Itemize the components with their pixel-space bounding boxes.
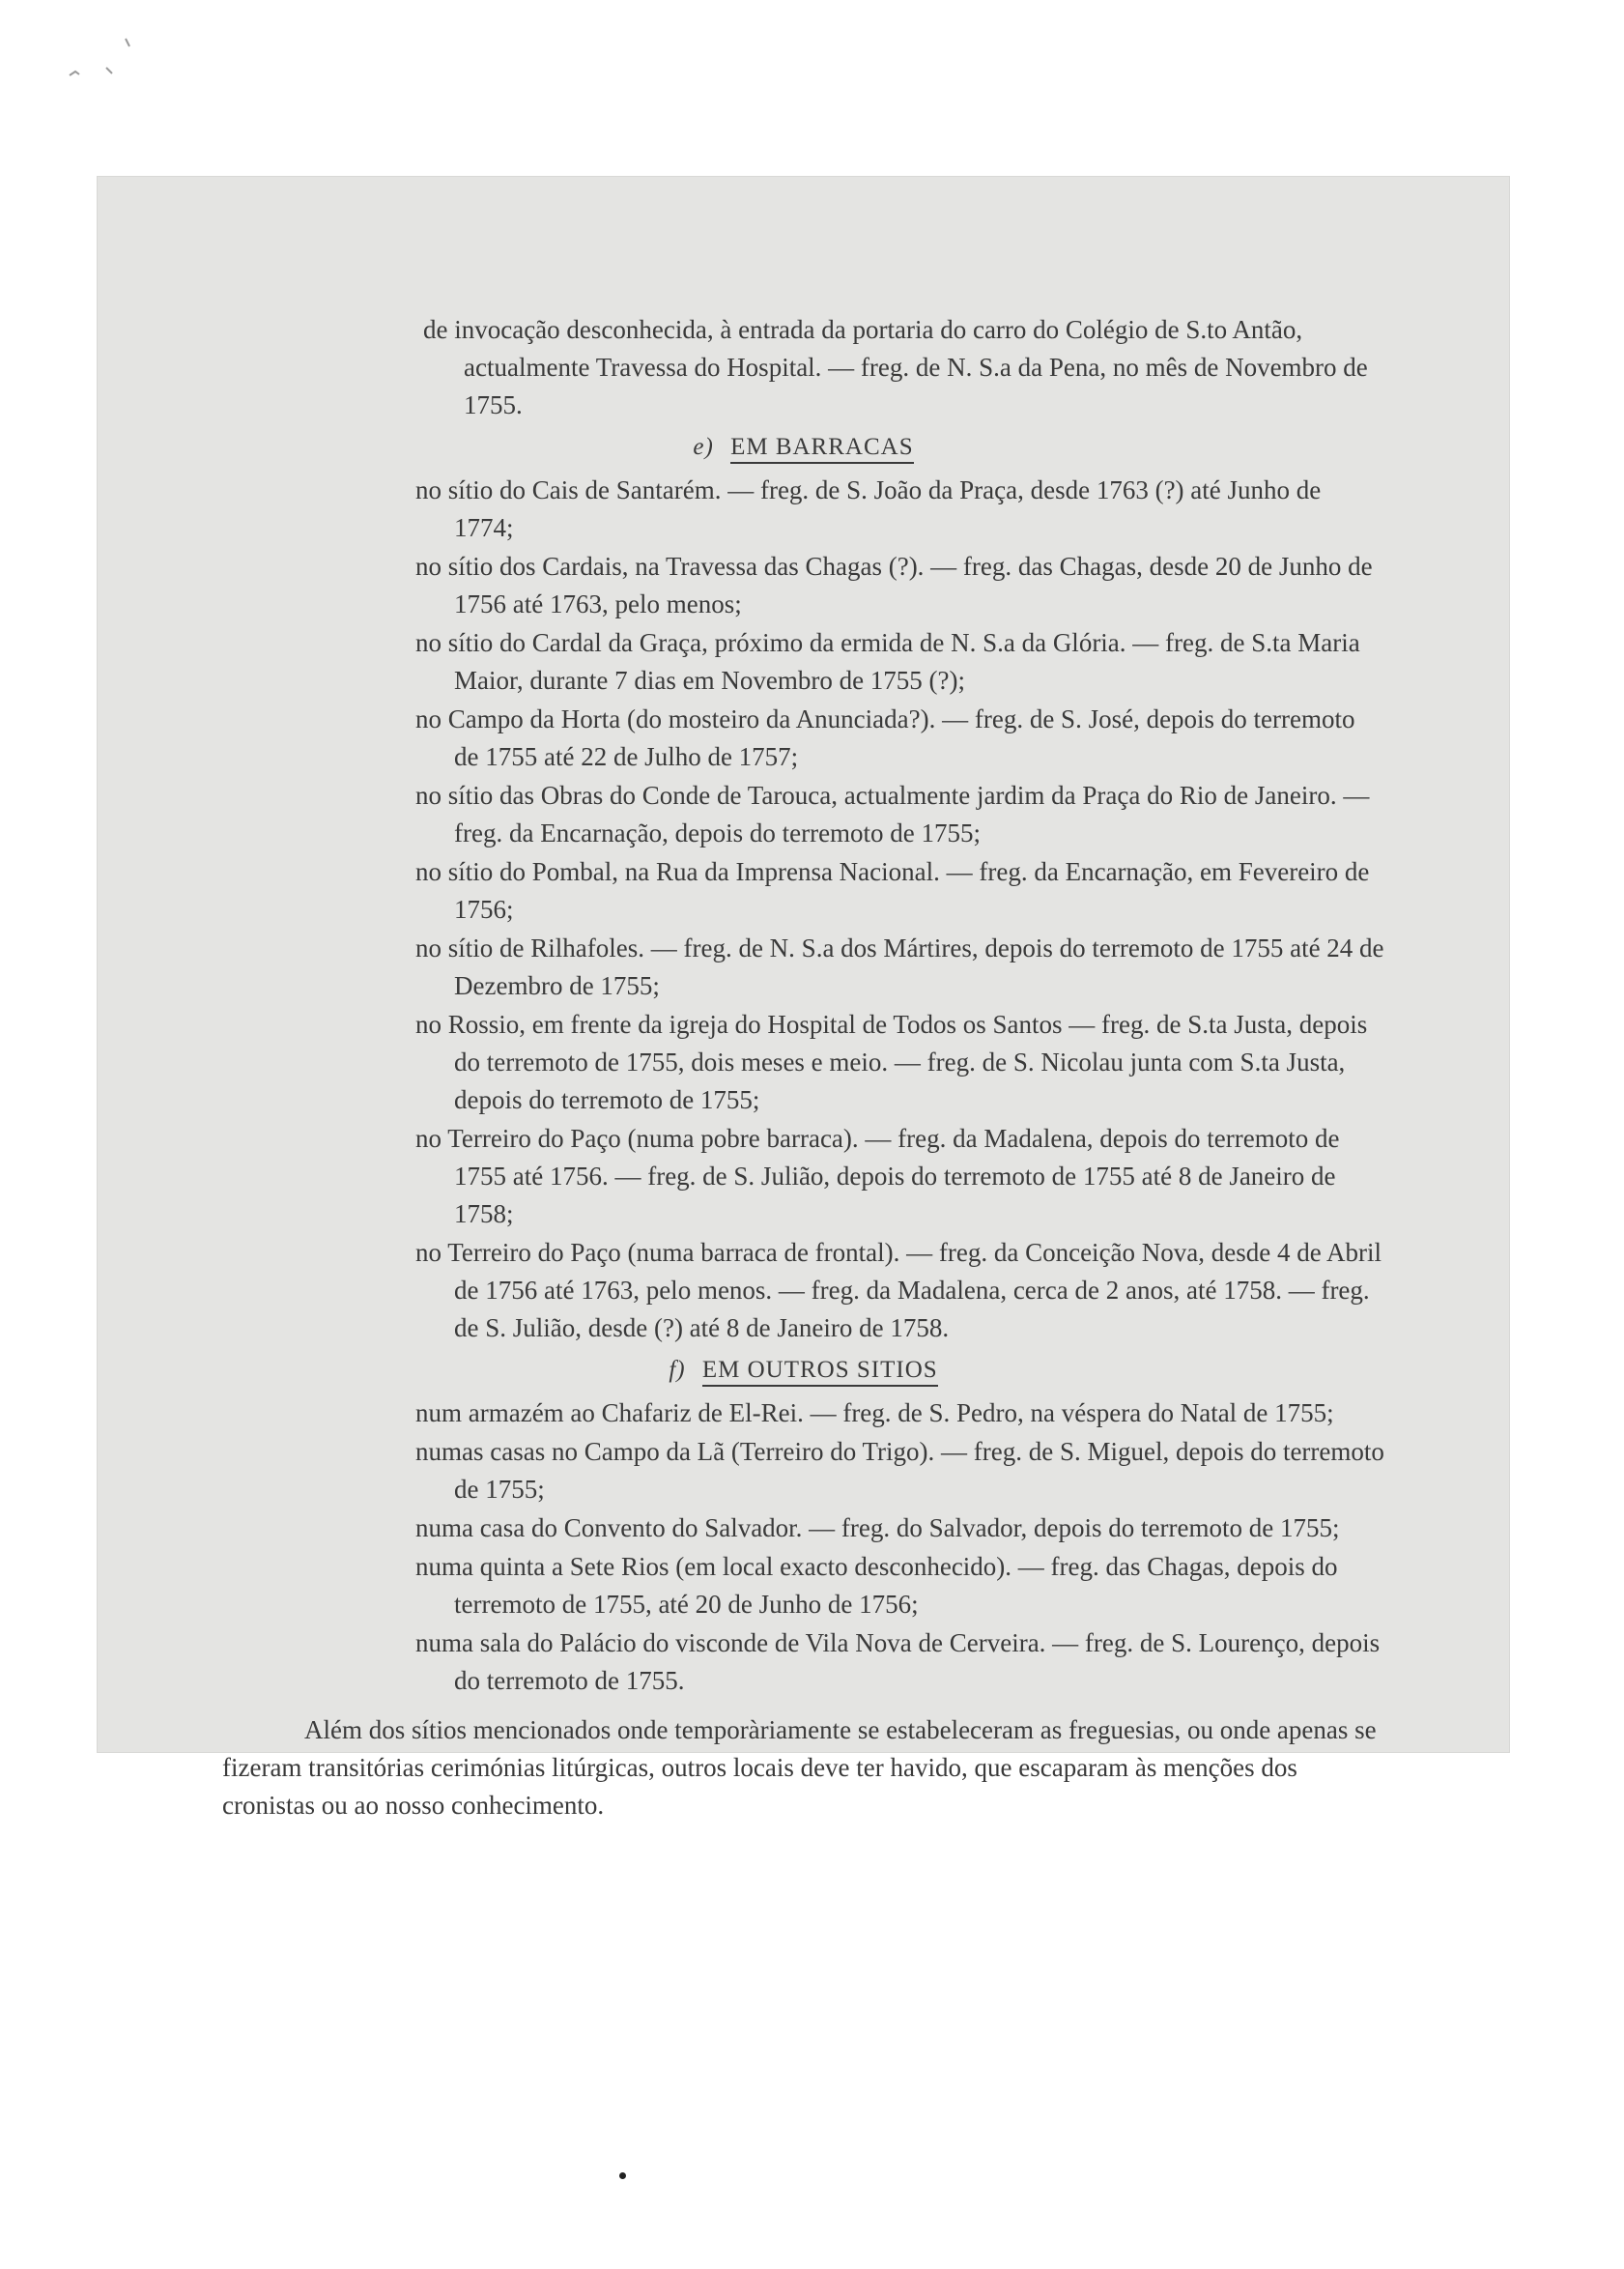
corner-scratch-marks [58,29,145,87]
list-item: no Terreiro do Paço (numa pobre barraca). — freg. da Madalena, depois do terremoto de 1755 até 1756. — freg. de S. Julião, depois do terremoto de 1755 até 8 de Janeiro de 1758; [415,1124,1340,1228]
closing-paragraph: Além dos sítios mencionados onde temporàriamente se estabeleceram as freguesias, ou onde apenas se fizeram transitórias cerimónias litúrgicas, outros locais deve ter havido, que escaparam às menções dos cronistas ou ao nosso conhecimento. [222,1715,1377,1820]
section-e-list [97,472,1510,1347]
list-item: num armazém ao Chafariz de El-Rei. — freg. de S. Pedro, na véspera do Natal de 1755; [415,1398,1334,1427]
section-e-letter: e) [693,434,714,460]
list-item: no sítio das Obras do Conde de Tarouca, actualmente jardim da Praça do Rio de Janeiro. — freg. da Encarnação, depois do terremoto de 1755; [415,781,1370,847]
list-item: no Campo da Horta (do mosteiro da Anunciada?). — freg. de S. José, depois do terremoto de 1755 até 22 de Julho de 1757; [415,704,1355,771]
list-item: no sítio de Rilhafoles. — freg. de N. S.a dos Mártires, depois do terremoto de 1755 até 24 de Dezembro de 1755; [415,933,1384,1000]
section-e-title: EM BARRACAS [730,434,914,464]
list-item: numa casa do Convento do Salvador. — freg. do Salvador, depois do terremoto de 1755; [415,1513,1340,1542]
list-item: no sítio dos Cardais, na Travessa das Chagas (?). — freg. das Chagas, desde 20 de Junho de 1756 até 1763, pelo menos; [415,552,1373,618]
list-item: numa quinta a Sete Rios (em local exacto desconhecido). — freg. das Chagas, depois do terremoto de 1755, até 20 de Junho de 1756; [415,1552,1338,1619]
section-f-title: EM OUTROS SITIOS [702,1357,938,1387]
list-item: no sítio do Cais de Santarém. — freg. de S. João da Praça, desde 1763 (?) até Junho de 1774; [415,475,1322,542]
list-item: numas casas no Campo da Lã (Terreiro do Trigo). — freg. de S. Miguel, depois do terremoto de 1755; [415,1437,1384,1504]
document-text [97,311,1510,1851]
section-e-heading [97,428,1510,466]
intro-paragraph: de invocação desconhecida, à entrada da portaria do carro do Colégio de S.to Antão, actualmente Travessa do Hospital. — freg. de N. S.a da Pena, no mês de Novembro de 1755. [423,315,1368,419]
list-item: no sítio do Cardal da Graça, próximo da ermida de N. S.a da Glória. — freg. de S.ta Maria Maior, durante 7 dias em Novembro de 1755 (?); [415,628,1360,695]
stray-mark [619,2172,626,2179]
section-f-heading [97,1351,1510,1389]
list-item: no Terreiro do Paço (numa barraca de frontal). — freg. da Conceição Nova, desde 4 de Abril de 1756 até 1763, pelo menos. — freg. da Madalena, cerca de 2 anos, até 1758. — freg. de S. Julião, desde (?) até 8 de Janeiro de 1758. [415,1238,1382,1342]
list-item: no Rossio, em frente da igreja do Hospital de Todos os Santos — freg. de S.ta Justa, depois do terremoto de 1755, dois meses e meio. — freg. de S. Nicolau junta com S.ta Justa, depois do terremoto de 1755; [415,1010,1368,1114]
section-f-list [97,1394,1510,1700]
list-item: no sítio do Pombal, na Rua da Imprensa Nacional. — freg. da Encarnação, em Fevereiro de 1756; [415,857,1370,924]
photocopy-sheet [97,176,1510,1820]
list-item: numa sala do Palácio do visconde de Vila Nova de Cerveira. — freg. de S. Lourenço, depois do terremoto de 1755. [415,1628,1381,1695]
section-f-letter: f) [669,1357,686,1383]
